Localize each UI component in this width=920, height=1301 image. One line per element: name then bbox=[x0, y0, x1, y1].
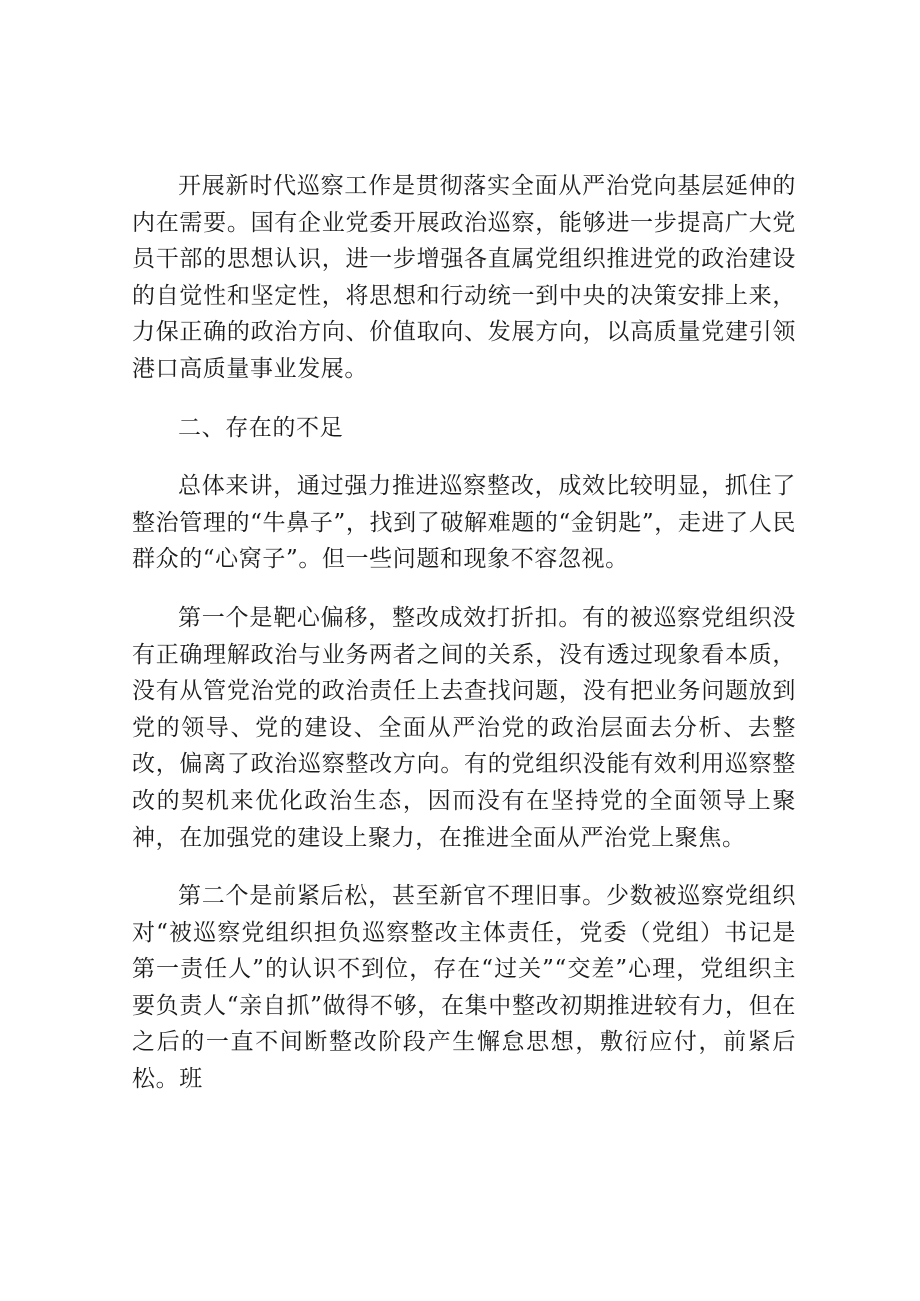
paragraph-intro: 开展新时代巡察工作是贯彻落实全面从严治党向基层延伸的内在需要。国有企业党委开展政治巡察，能够进一步提高广大党员干部的思想认识，进一步增强各直属党组织推进党的政治建设的自觉性和坚定性，将思想和行动统一到中央的决策安排上来，力保正确的政治方向、价值取向、发展方向，以高质量党建引领港口高质量事业发展。 bbox=[132, 173, 796, 382]
document-body bbox=[132, 168, 796, 1120]
paragraph-overview: 总体来讲，通过强力推进巡察整改，成效比较明显，抓住了整治管理的“牛鼻子”，找到了破解难题的“金钥匙”，走进了人民群众的“心窝子”。但一些问题和现象不容忽视。 bbox=[132, 473, 796, 573]
paragraph-point-two: 第二个是前紧后松，甚至新官不理旧事。少数被巡察党组织对“被巡察党组织担负巡察整改主体责任，党委（党组）书记是第一责任人”的认识不到位，存在“过关”“交差”心理，党组织主要负责人“亲自抓”做得不够，在集中整改初期推进较有力，但在之后的一直不间断整改阶段产生懈怠思想，敷衍应付，前紧后松。班 bbox=[132, 883, 796, 1093]
section-heading: 二、存在的不足 bbox=[178, 414, 344, 441]
paragraph-point-one: 第一个是靶心偏移，整改成效打折扣。有的被巡察党组织没有正确理解政治与业务两者之间的关系，没有透过现象看本质，没有从管党治党的政治责任上去查找问题，没有把业务问题放到党的领导、党的建设、全面从严治党的政治层面去分析、去整改，偏离了政治巡察整改方向。有的党组织没能有效利用巡察整改的契机来优化政治生态，因而没有在坚持党的全面领导上聚神，在加强党的建设上聚力，在推进全面从严治党上聚焦。 bbox=[132, 604, 796, 851]
